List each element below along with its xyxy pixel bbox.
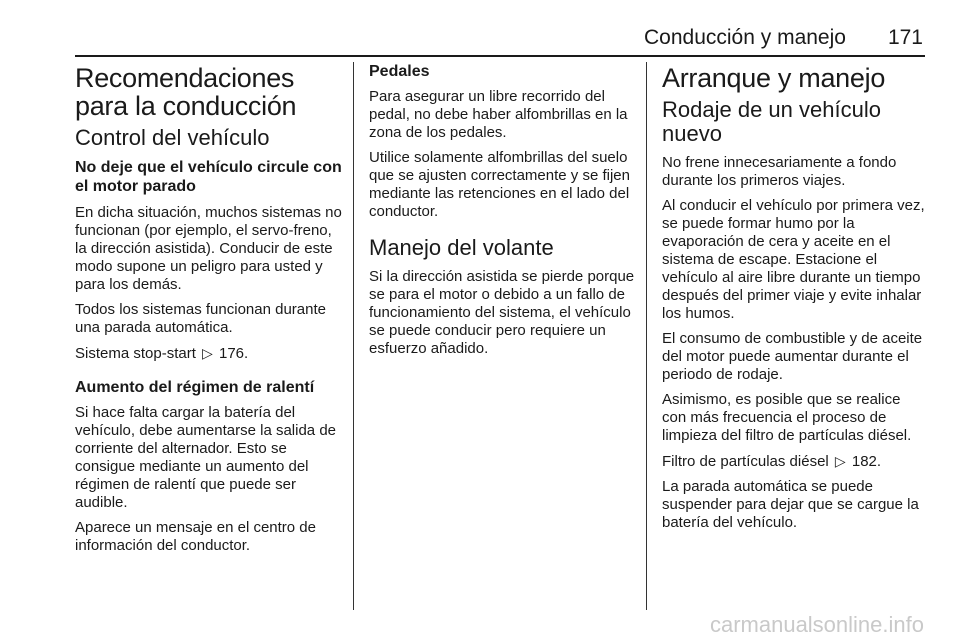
paragraph: El consumo de combustible y de aceite del motor puede aumentar durante el periodo de rodaje.: [662, 330, 923, 383]
header-rule: [75, 55, 925, 57]
paragraph: Si la dirección asistida se pierde porque se para el motor o debido a un fallo de funcionamiento del sistema, el vehículo se puede conducir pero requiere un esfuerzo añadido.: [369, 268, 635, 357]
page-number: 171: [887, 26, 923, 49]
section-heading-vehicle-control: Control del vehículo: [75, 125, 270, 150]
paragraph: No frene innecesariamente a fondo durante los primeros viajes.: [662, 154, 897, 189]
paragraph: Para asegurar un libre recorrido del pedal, no debe haber alfombrillas en la zona de los pedales.: [369, 88, 628, 141]
column-divider-1: [353, 62, 354, 610]
column-divider-2: [646, 62, 647, 610]
paragraph: En dicha situación, muchos sistemas no funcionan (por ejemplo, el servo-freno, la dirección asistida). Conducir de este modo supone un peligro para usted y para los demás.: [75, 204, 342, 293]
chapter-title: Conducción y manejo: [644, 26, 846, 49]
reference-text: Sistema stop-start: [75, 345, 196, 362]
paragraph: Todos los sistemas funcionan durante una parada automática.: [75, 301, 326, 336]
page-reference-arrow-icon: ▷: [834, 453, 846, 469]
subheading-engine-off: No deje que el vehículo circule con el motor parado: [75, 159, 342, 195]
watermark: carmanualsonline.info: [709, 612, 924, 637]
paragraph: Si hace falta cargar la batería del vehículo, debe aumentarse la salida de corriente del alternador. Esto se consigue mediante un aumento del régimen de ralentí que puede ser audible.: [75, 404, 337, 511]
section-heading-steering: Manejo del volante: [369, 235, 554, 260]
subheading-pedals: Pedales: [369, 63, 430, 80]
column-2: [369, 62, 635, 610]
paragraph: Aparece un mensaje en el centro de información del conductor.: [75, 519, 316, 554]
page-reference-arrow-icon: ▷: [202, 345, 213, 361]
paragraph-with-reference: [75, 344, 343, 363]
paragraph: Asimismo, es posible que se realice con más frecuencia el proceso de limpieza del filtro de partículas diésel.: [662, 391, 912, 444]
paragraph: Utilice solamente alfombrillas del suelo que se ajusten correctamente y se fijen mediante las retenciones en el lado del conductor.: [369, 149, 630, 220]
paragraph: La parada automática se puede suspender para dejar que se cargue la batería del vehículo.: [662, 478, 919, 531]
page-header: [644, 26, 923, 50]
chapter-heading-starting: Arranque y manejo: [662, 63, 886, 93]
column-3: [662, 62, 926, 610]
page-reference-link[interactable]: 176.: [219, 345, 249, 362]
page-reference-link[interactable]: 182.: [851, 453, 882, 470]
chapter-heading-recommendations: Recomendaciones para la conducción: [75, 63, 297, 121]
section-heading-running-in: Rodaje de un vehículo nuevo: [662, 97, 881, 146]
reference-text: Filtro de partículas diésel: [662, 453, 829, 470]
subheading-idle-speed: Aumento del régimen de ralentí: [75, 379, 315, 396]
column-1: [75, 62, 343, 610]
paragraph-with-reference: [662, 452, 926, 471]
paragraph: Al conducir el vehículo por primera vez, se puede formar humo por la evaporación de cera y aceite en el sistema de escape. Estacione el vehículo al aire libre durante un tiempo después del primer viaje y evite inhalar los humos.: [662, 197, 925, 322]
